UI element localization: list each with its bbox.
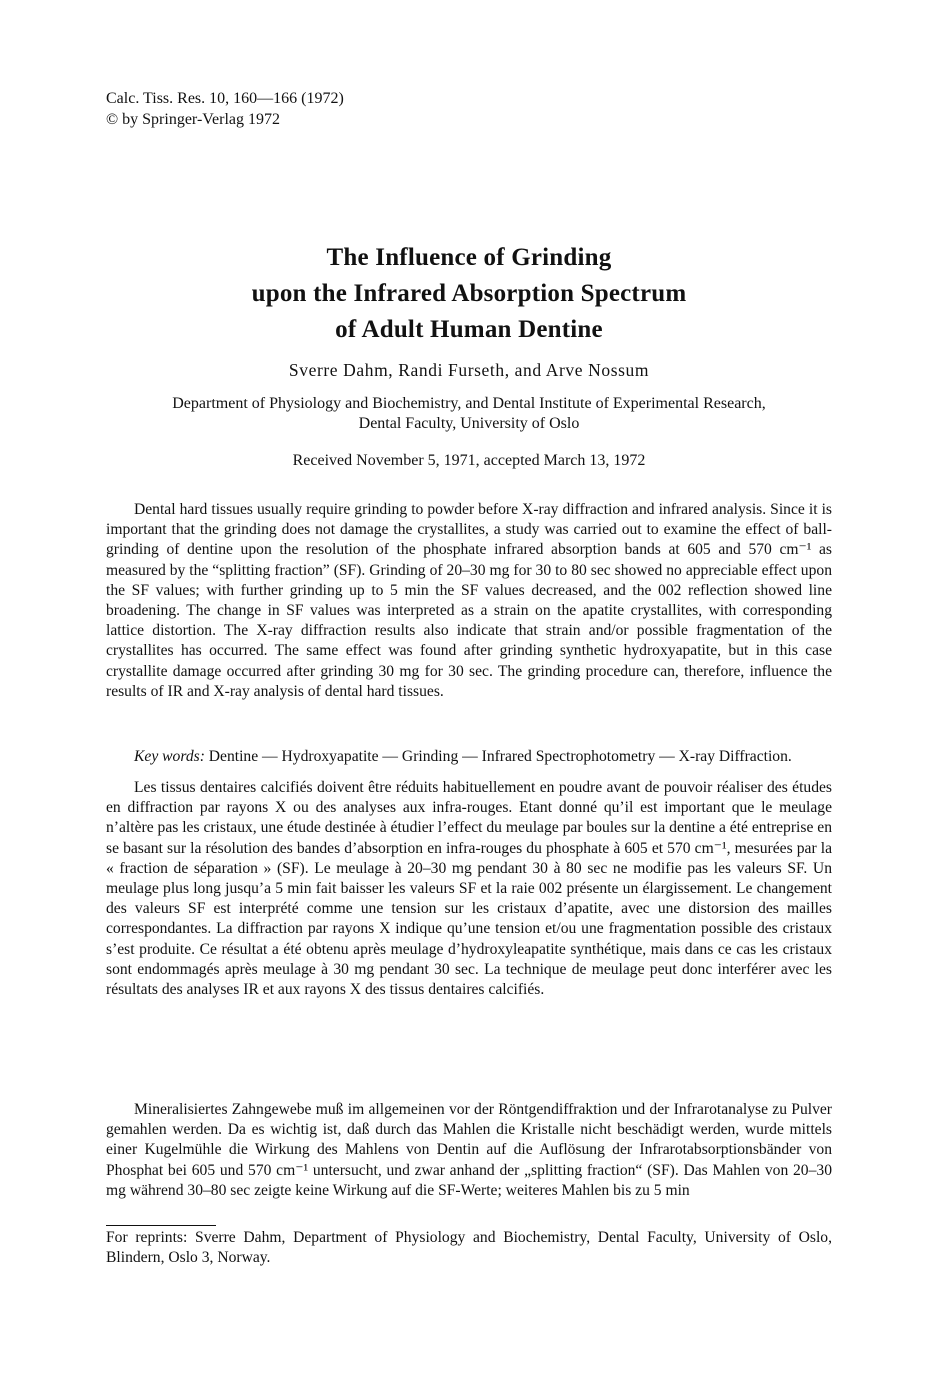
authors: Sverre Dahm, Randi Furseth, and Arve Nossum	[288, 360, 650, 380]
affiliation	[106, 394, 832, 434]
journal-header	[106, 88, 344, 130]
footnote-divider	[106, 1225, 216, 1226]
title-line-1: The Influence of Grinding	[326, 244, 612, 271]
article-title	[106, 240, 832, 348]
copyright-line: © by Springer-Verlag 1972	[106, 111, 281, 128]
abstract-english	[106, 500, 832, 702]
title-line-3: of Adult Human Dentine	[335, 316, 603, 343]
keywords-label: Key words:	[134, 748, 205, 765]
abstract-french-text: Les tissus dentaires calcifiés doivent être réduits habituellement en poudre avant de pouvoir réaliser des études en diffraction par rayons X ou des analyses aux infra-rouges. Etant donné qu’il est important que le meulage n’altère pas les cristaux, une étude destinée à étudier l’effect du meulage par boules sur la dentine a été entreprise en se basant sur la résolution des bandes d’absorption en infra-rouges du phosphate à 605 et 570 cm⁻¹, mesurées par la « fraction de séparation » (SF). Le meulage à 20–30 mg pendant 30 à 80 sec ne modifie pas les valeurs SF. Un meulage plus long jusqu’a 5 min fait baisser les valeurs SF et la raie 002 présente un élargissement. Le changement des valeurs SF est interprété comme une tension sur les cristaux d’apatite, avec une distorsion des mailles correspondantes. La diffraction par rayons X indique qu’une tension et/ou une fragmentation possible des cristaux s’est produite. Ce résultat a été obtenu après meulage d’hydroxyleapatite synthétique, mais dans ce cas les cristaux sont endommagés après meulage à 30 mg pendant 30 sec. La technique de meulage peut donc interférer avec les résultats des analyses IR et aux rayons X des tissus dentaires calcifiés.	[106, 779, 832, 999]
abstract-german-text: Mineralisiertes Zahngewebe muß im allgemeinen vor der Röntgendiffraktion und der Infrarotanalyse zu Pulver gemahlen werden. Da es wichtig ist, daß durch das Mahlen die Kristalle nicht beschädigt werden, wurde mittels einer Kugelmühle die Wirkung des Mahlens von Dentin auf die Auflösung der Infrarotabsorptionsbänder von Phosphat bei 605 und 570 cm⁻¹ untersucht, und zwar anhand der „splitting fraction“ (SF). Das Mahlen von 20–30 mg während 30–80 sec zeigte keine Wirkung auf die SF-Werte; weiteres Mahlen bis zu 5 min	[106, 1101, 832, 1199]
affiliation-line-2: Dental Faculty, University of Oslo	[358, 415, 580, 432]
abstract-english-text: Dental hard tissues usually require grinding to powder before X-ray diffraction and infrared analysis. Since it is important that the grinding does not damage the crystallites, a study was carried out to examine the effect of ball-grinding of dentine upon the resolution of the phosphate infrared absorption bands at 605 and 570 cm⁻¹ as measured by the “splitting fraction” (SF). Grinding of 20–30 mg for 30 to 80 sec showed no appreciable effect upon the SF values; with further grinding up to 5 min the SF values decreased, and the 002 reflection showed line broadening. The change in SF values was interpreted as a strain on the apatite crystallites, with corresponding lattice distortion. The X-ray diffraction results also indicate that strain and/or possible fragmentation of the crystallites has occurred. The same effect was found after grinding synthetic hydroxyapatite, but in this case crystallite damage occurred after grinding 30 mg for 30 sec. The grinding procedure can, therefore, influence the results of IR and X-ray analysis of dental hard tissues.	[106, 501, 832, 700]
abstract-french	[106, 778, 832, 1000]
keywords	[106, 747, 832, 767]
title-line-2: upon the Infrared Absorption Spectrum	[251, 280, 687, 307]
reprint-footnote: For reprints: Sverre Dahm, Department of Physiology and Biochemistry, Dental Faculty, University of Oslo, Blindern, Oslo 3, Norway.	[106, 1229, 832, 1267]
affiliation-line-1: Department of Physiology and Biochemistry, and Dental Institute of Experimental Research,	[172, 395, 766, 412]
keywords-text: Dentine — Hydroxyapatite — Grinding — Infrared Spectrophotometry — X-ray Diffraction.	[204, 748, 792, 765]
keywords-paragraph	[106, 747, 832, 767]
received-date: Received November 5, 1971, accepted March 13, 1972	[292, 452, 646, 469]
journal-citation: Calc. Tiss. Res. 10, 160—166 (1972)	[106, 90, 344, 107]
abstract-german	[106, 1100, 832, 1201]
